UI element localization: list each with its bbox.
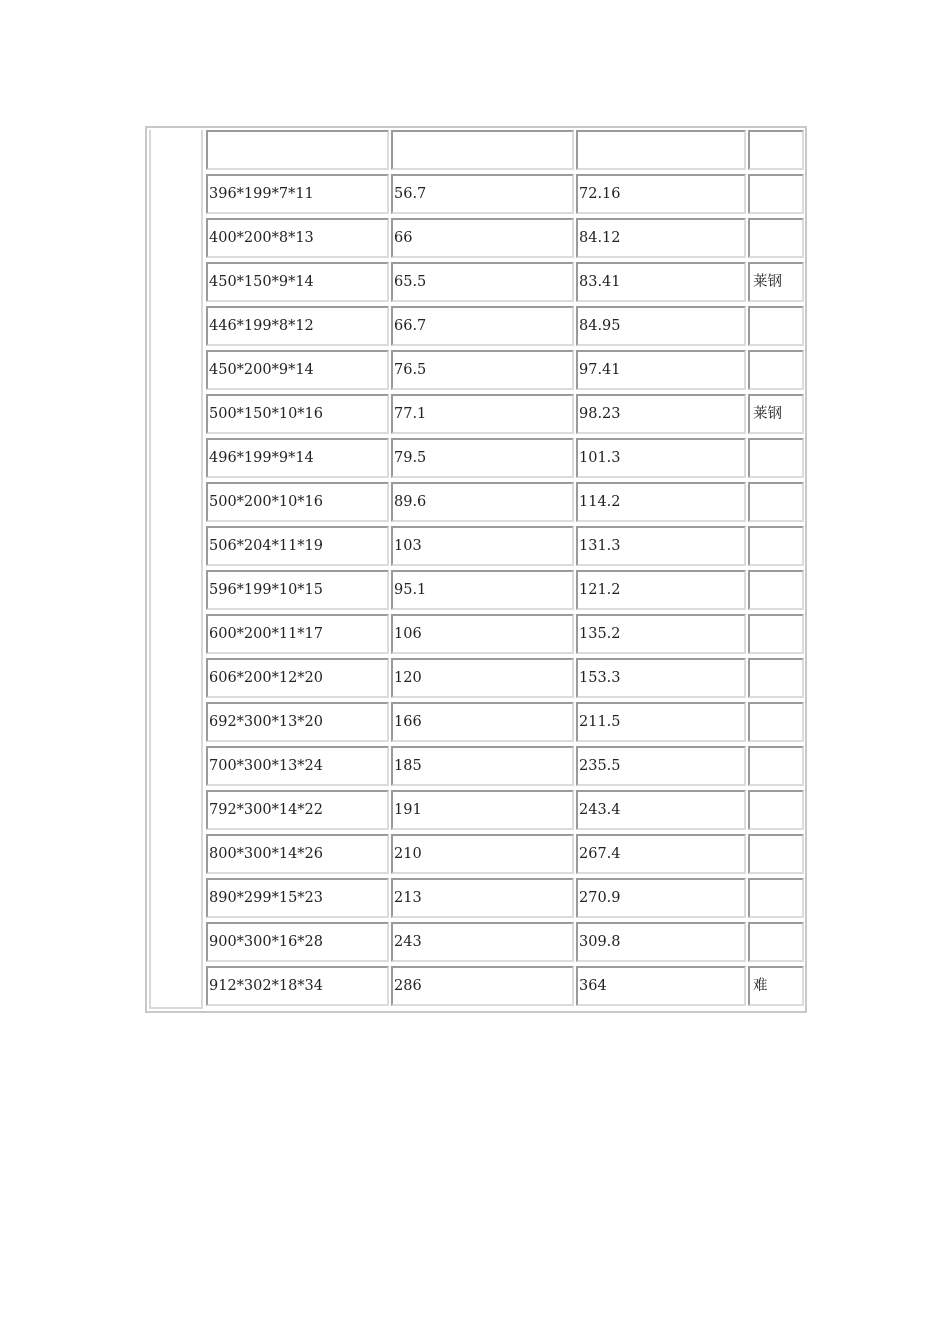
weight-cell: 120 bbox=[391, 658, 574, 698]
spec-cell: 900*300*16*28 bbox=[206, 922, 389, 962]
area-cell: 153.3 bbox=[576, 658, 746, 698]
note-cell bbox=[748, 746, 804, 786]
weight-cell: 243 bbox=[391, 922, 574, 962]
note-cell bbox=[748, 570, 804, 610]
note-cell: 莱钢 bbox=[748, 394, 804, 434]
spec-cell: 496*199*9*14 bbox=[206, 438, 389, 478]
weight-cell: 191 bbox=[391, 790, 574, 830]
spec-cell: 596*199*10*15 bbox=[206, 570, 389, 610]
spec-cell: 890*299*15*23 bbox=[206, 878, 389, 918]
weight-cell: 77.1 bbox=[391, 394, 574, 434]
weight-cell: 210 bbox=[391, 834, 574, 874]
area-cell: 114.2 bbox=[576, 482, 746, 522]
area-cell: 84.12 bbox=[576, 218, 746, 258]
merged-left-cell bbox=[149, 130, 203, 1009]
note-cell bbox=[748, 658, 804, 698]
weight-cell: 213 bbox=[391, 878, 574, 918]
note-cell bbox=[748, 790, 804, 830]
note-cell: 莱钢 bbox=[748, 262, 804, 302]
area-cell: 121.2 bbox=[576, 570, 746, 610]
note-cell bbox=[748, 218, 804, 258]
area-cell: 270.9 bbox=[576, 878, 746, 918]
spec-cell: 606*200*12*20 bbox=[206, 658, 389, 698]
note-cell: 难 bbox=[748, 966, 804, 1006]
spec-cell: 446*199*8*12 bbox=[206, 306, 389, 346]
area-cell: 101.3 bbox=[576, 438, 746, 478]
spec-cell: 396*199*7*11 bbox=[206, 174, 389, 214]
area-cell: 364 bbox=[576, 966, 746, 1006]
area-cell bbox=[576, 130, 746, 170]
area-cell: 211.5 bbox=[576, 702, 746, 742]
area-cell: 267.4 bbox=[576, 834, 746, 874]
note-cell bbox=[748, 306, 804, 346]
note-cell bbox=[748, 350, 804, 390]
weight-cell: 66.7 bbox=[391, 306, 574, 346]
area-cell: 97.41 bbox=[576, 350, 746, 390]
weight-cell: 76.5 bbox=[391, 350, 574, 390]
area-cell: 131.3 bbox=[576, 526, 746, 566]
spec-table bbox=[145, 126, 807, 1013]
spec-cell: 912*302*18*34 bbox=[206, 966, 389, 1006]
weight-cell bbox=[391, 130, 574, 170]
spec-cell: 800*300*14*26 bbox=[206, 834, 389, 874]
spec-cell: 450*200*9*14 bbox=[206, 350, 389, 390]
weight-cell: 95.1 bbox=[391, 570, 574, 610]
note-cell bbox=[748, 526, 804, 566]
weight-cell: 65.5 bbox=[391, 262, 574, 302]
area-cell: 84.95 bbox=[576, 306, 746, 346]
weight-cell: 79.5 bbox=[391, 438, 574, 478]
area-cell: 309.8 bbox=[576, 922, 746, 962]
weight-cell: 286 bbox=[391, 966, 574, 1006]
note-cell bbox=[748, 834, 804, 874]
area-cell: 135.2 bbox=[576, 614, 746, 654]
spec-cell: 400*200*8*13 bbox=[206, 218, 389, 258]
weight-cell: 103 bbox=[391, 526, 574, 566]
note-cell bbox=[748, 702, 804, 742]
note-cell bbox=[748, 922, 804, 962]
note-cell bbox=[748, 614, 804, 654]
spec-cell: 500*200*10*16 bbox=[206, 482, 389, 522]
note-cell bbox=[748, 174, 804, 214]
area-cell: 98.23 bbox=[576, 394, 746, 434]
weight-cell: 66 bbox=[391, 218, 574, 258]
spec-cell: 792*300*14*22 bbox=[206, 790, 389, 830]
weight-cell: 89.6 bbox=[391, 482, 574, 522]
weight-cell: 166 bbox=[391, 702, 574, 742]
spec-cell: 692*300*13*20 bbox=[206, 702, 389, 742]
weight-cell: 56.7 bbox=[391, 174, 574, 214]
spec-cell: 450*150*9*14 bbox=[206, 262, 389, 302]
note-cell bbox=[748, 438, 804, 478]
area-cell: 243.4 bbox=[576, 790, 746, 830]
spec-cell: 700*300*13*24 bbox=[206, 746, 389, 786]
note-cell bbox=[748, 482, 804, 522]
note-cell bbox=[748, 878, 804, 918]
weight-cell: 185 bbox=[391, 746, 574, 786]
spec-cell: 600*200*11*17 bbox=[206, 614, 389, 654]
spec-cell bbox=[206, 130, 389, 170]
weight-cell: 106 bbox=[391, 614, 574, 654]
note-cell bbox=[748, 130, 804, 170]
area-cell: 235.5 bbox=[576, 746, 746, 786]
area-cell: 83.41 bbox=[576, 262, 746, 302]
spec-cell: 500*150*10*16 bbox=[206, 394, 389, 434]
area-cell: 72.16 bbox=[576, 174, 746, 214]
spec-cell: 506*204*11*19 bbox=[206, 526, 389, 566]
